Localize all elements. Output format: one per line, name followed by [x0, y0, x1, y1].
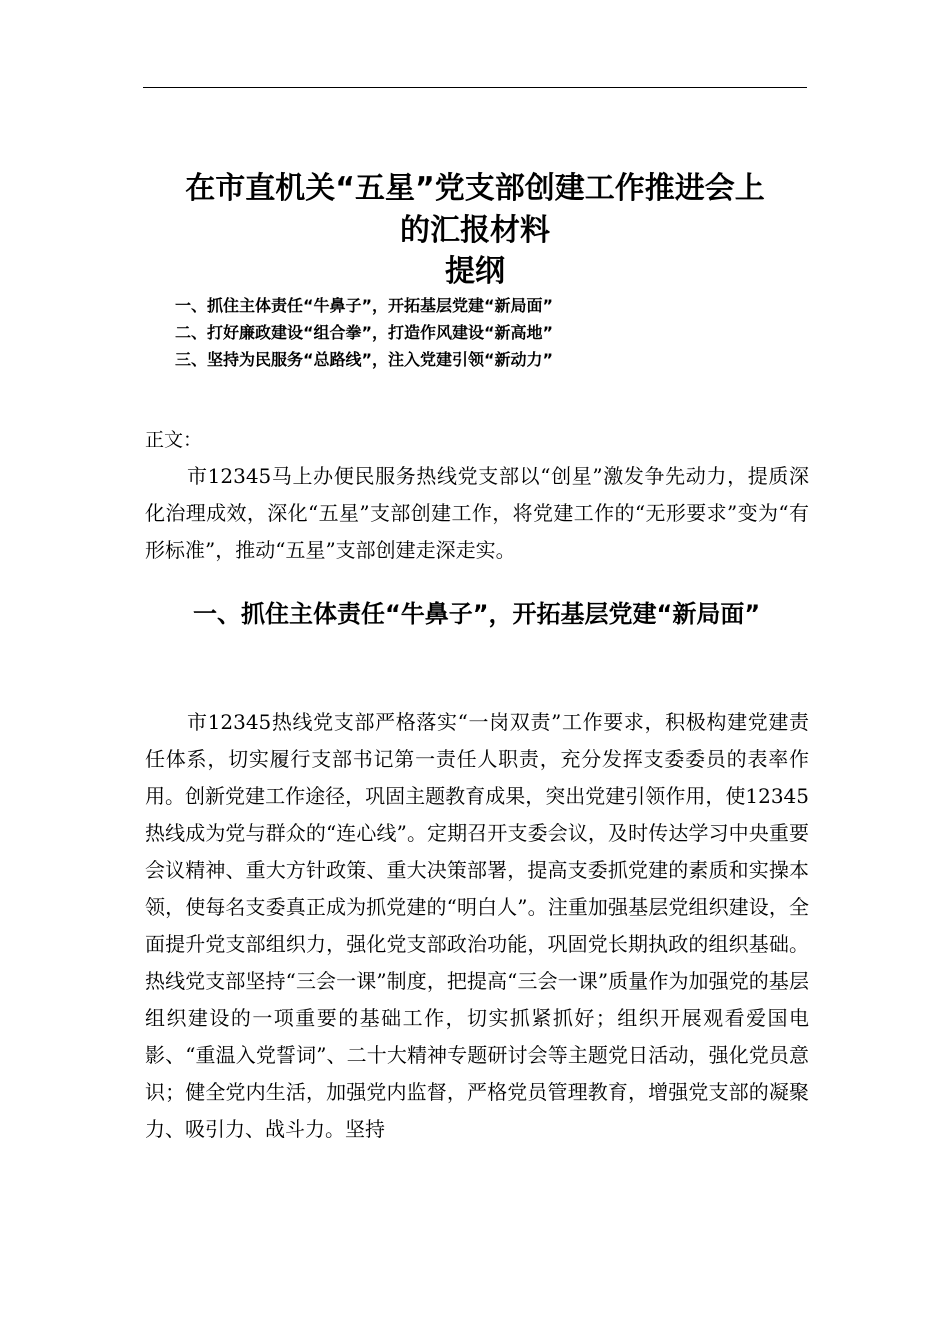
- section-paragraph: 市12345热线党支部严格落实“一岗双责”工作要求，积极构建党建责任体系，切实履行支部书记第一责任人职责，充分发挥支委委员的表率作用。创新党建工作途径，巩固主题教育成果，突出党建引领作用，使12345热线成为党与群众的“连心线”。定期召开支委会议，及时传达学习中央重要会议精神、重大方针政策、重大决策部署，提高支委抓党建的素质和实操本领，使每名支委真正成为抓党建的“明白人”。注重加强基层党组织建设，全面提升党支部组织力，强化党支部政治功能，巩固党长期执政的组织基础。热线党支部坚持“三会一课”制度，把提高“三会一课”质量作为加强党的基层组织建设的一项重要的基础工作，切实抓紧抓好；组织开展观看爱国电影、“重温入党誓词”、二十大精神专题研讨会等主题党日活动，强化党员意识；健全党内生活，加强党内监督，严格党员管理教育，增强党支部的凝聚力、吸引力、战斗力。坚持: [145, 710, 809, 1141]
- intro-paragraph: 市12345马上办便民服务热线党支部以“创星”激发争先动力，提质深化治理成效，深化“五星”支部创建工作，将党建工作的“无形要求”变为“有形标准”，推动“五星”支部创建走深走实。: [145, 464, 809, 562]
- outline-item: 二、打好廉政建设“组合拳”，打造作风建设“新高地”: [175, 323, 554, 342]
- body-label: 正文：: [145, 429, 203, 451]
- outline-list: [175, 292, 807, 373]
- title-line-2: 的汇报材料: [400, 213, 550, 248]
- section-heading: 一、抓住主体责任“牛鼻子”，开拓基层党建“新局面”: [193, 600, 761, 628]
- header-rule: [143, 87, 807, 88]
- title-line-1: 在市直机关“五星”党支部创建工作推进会上: [185, 171, 765, 206]
- document-title: [143, 168, 807, 252]
- outline-item: 一、抓住主体责任“牛鼻子”，开拓基层党建“新局面”: [175, 296, 554, 315]
- outline-item: 三、坚持为民服务“总路线”，注入党建引领“新动力”: [175, 350, 554, 369]
- outline-heading: 提纲: [445, 254, 505, 289]
